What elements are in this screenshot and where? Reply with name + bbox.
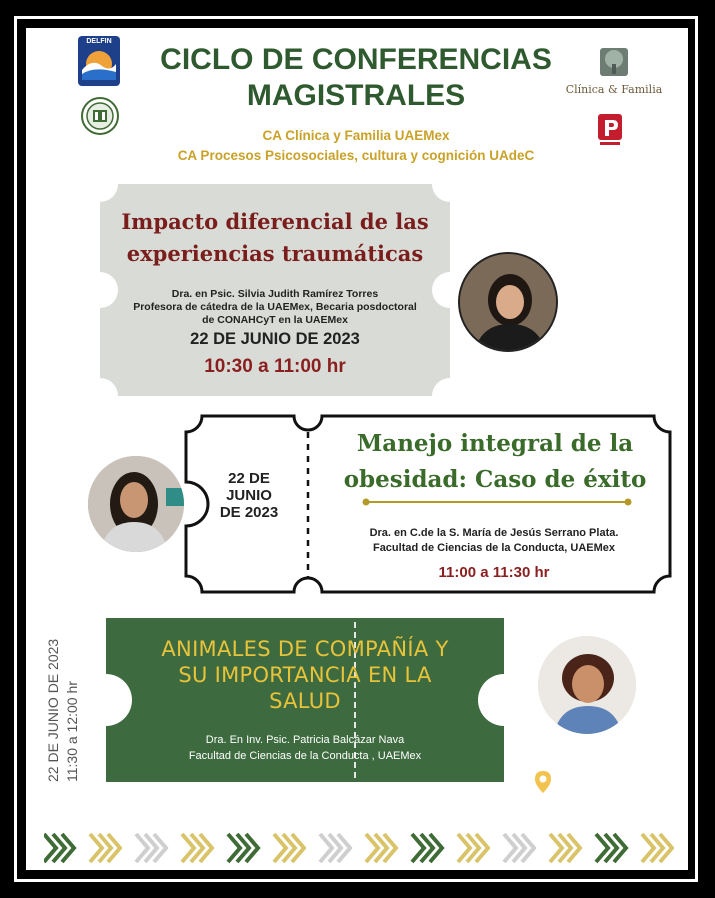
talk2-title — [318, 426, 672, 498]
talk1-time: 10:30 a 11:00 hr — [204, 356, 346, 377]
tree-icon — [597, 46, 631, 78]
ticket-notch — [82, 166, 118, 202]
talk3-date: 22 DE JUNIO DE 2023 — [45, 638, 61, 782]
delfin-wave-icon — [78, 46, 120, 84]
subtitle-line-2: CA Procesos Psicosociales, cultura y cognición UAdeC — [177, 148, 535, 163]
talk1-ticket — [100, 184, 450, 396]
talk3-author — [106, 732, 504, 764]
title-line-2: MAGISTRALES — [246, 79, 466, 112]
talk3-title-line-2: SU IMPORTANCIA EN LA — [178, 663, 432, 687]
speaker1-photo — [458, 252, 558, 352]
talk1-author-line-2: Profesora de cátedra de la UAEMex, Becaria posdoctoral — [133, 301, 417, 313]
talk3-title — [106, 636, 504, 714]
ticket-notch — [432, 378, 468, 414]
speaker2-avatar-icon — [88, 456, 184, 552]
talk1-title — [100, 206, 450, 270]
talk3-author-line-1: Dra. En Inv. Psic. Patricia Balcázar Nava — [205, 734, 405, 746]
talk1-author — [100, 288, 450, 327]
subtitle-line-1: CA Clínica y Familia UAEMex — [262, 128, 450, 143]
talk2-title-line-2: obesidad: Caso de éxito — [343, 466, 647, 493]
talk2-date-line-2: JUNIO — [226, 487, 272, 504]
speaker1-avatar-icon — [460, 254, 558, 352]
talk1-author-line-1: Dra. en Psic. Silvia Judith Ramírez Torres — [171, 288, 379, 300]
talk2-ticket — [184, 414, 672, 594]
talk1-title-line-2: experiencias traumáticas — [126, 241, 424, 266]
talk3-title-line-1: ANIMALES DE COMPAÑÍA Y — [161, 637, 449, 661]
talk2-author-line-1: Dra. en C.de la S. María de Jesús Serrano Plata. — [369, 527, 619, 539]
delfin-logo-text: DELFIN — [86, 38, 112, 45]
delfin-logo — [78, 36, 120, 86]
chevron-pattern-icon — [44, 828, 684, 868]
page-title — [146, 42, 566, 114]
university-seal-icon — [80, 96, 120, 136]
speaker2-photo — [88, 456, 184, 552]
title-line-1: CICLO DE CONFERENCIAS — [160, 43, 552, 76]
chevron-border — [44, 828, 684, 868]
talk3-time: 11:30 a 12:00 hr — [64, 681, 80, 782]
red-p-logo-icon — [596, 112, 624, 148]
talk1-author-line-3: de CONAHCyT en la UAEMex — [202, 314, 348, 326]
ticket-notch — [82, 378, 118, 414]
ticket-notch — [432, 166, 468, 202]
talk1-title-line-1: Impacto diferencial de las — [121, 209, 429, 234]
talk2-author — [316, 526, 672, 556]
speaker3-photo — [538, 636, 636, 734]
clinica-familia-logo — [564, 46, 664, 98]
talk2-time: 11:00 a 11:30 hr — [438, 564, 550, 581]
talk2-date — [184, 470, 314, 521]
speaker3-avatar-icon — [538, 636, 636, 734]
talk3-author-line-2: Facultad de Ciencias de la Conducta , UAEMex — [188, 750, 422, 762]
talk3-ticket — [106, 618, 504, 782]
talk2-author-line-2: Facultad de Ciencias de la Conducta, UAEMex — [372, 542, 616, 554]
talk2-date-line-1: 22 DE — [228, 470, 270, 487]
clinica-familia-text: Clínica & Familia — [565, 83, 663, 96]
poster-page — [26, 28, 688, 870]
talk2-title-line-1: Manejo integral de la — [356, 430, 634, 457]
location-pin-icon — [534, 770, 552, 794]
talk1-date: 22 DE JUNIO DE 2023 — [190, 330, 360, 348]
talk2-date-line-3: DE 2023 — [219, 504, 279, 521]
talk3-title-line-3: SALUD — [269, 689, 341, 713]
